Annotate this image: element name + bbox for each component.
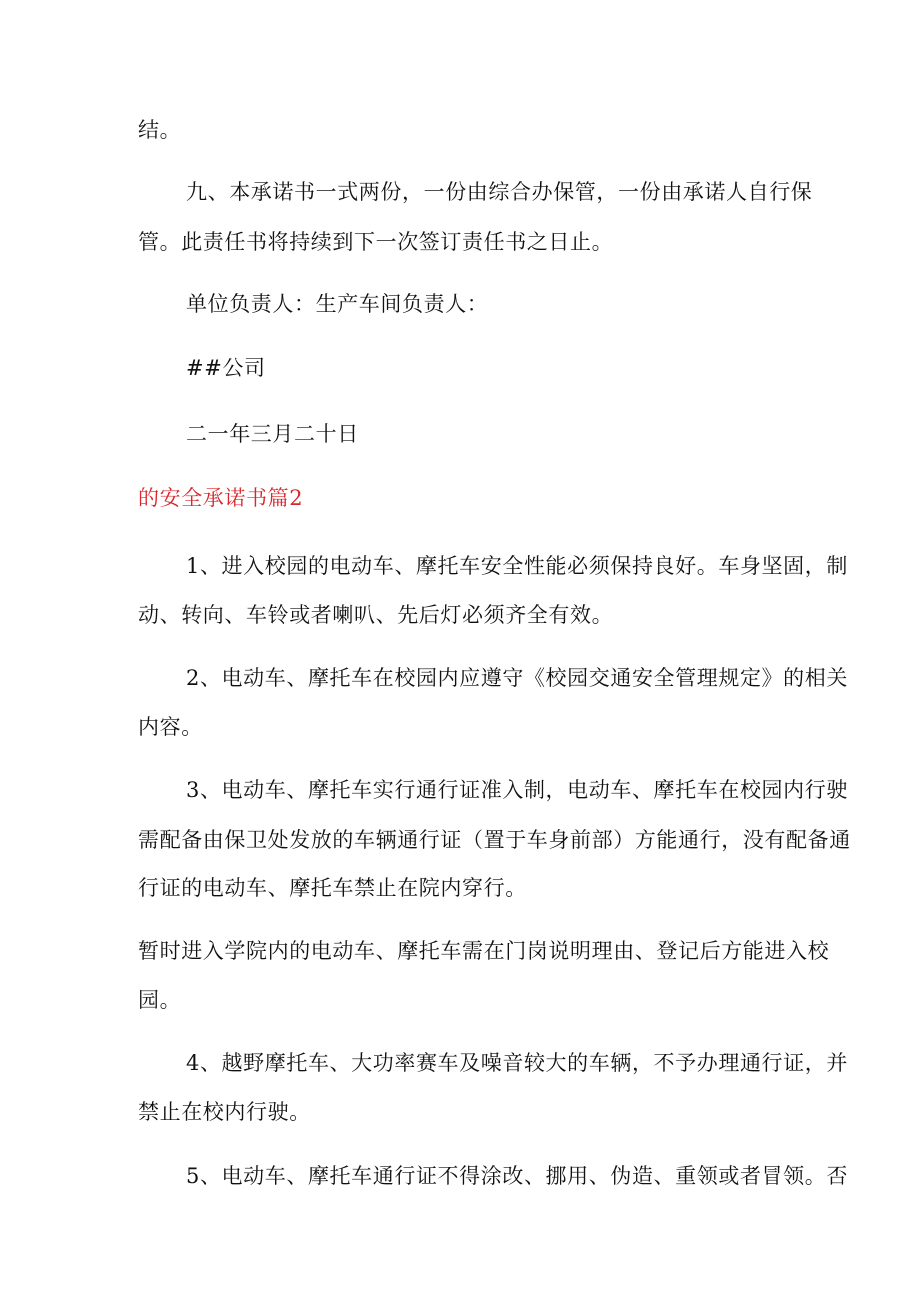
paragraph-nine-line-2: 管。此责任书将持续到下一次签订责任书之日止。 xyxy=(138,230,614,254)
temporary-entry-line-1: 暂时进入学院内的电动车、摩托车需在门岗说明理由、登记后方能进入校 xyxy=(138,939,830,963)
text-line-end-of-clause: 结。 xyxy=(138,118,182,142)
temporary-entry-line-2: 园。 xyxy=(138,988,182,1012)
item-1-line-1: 1、进入校园的电动车、摩托车安全性能必须保持良好。车身坚固，制 xyxy=(186,554,848,578)
item-2-line-2: 内容。 xyxy=(138,715,203,739)
item-5-line-1: 5、电动车、摩托车通行证不得涂改、挪用、伪造、重领或者冒领。否 xyxy=(186,1164,848,1188)
signature-company: ##公司 xyxy=(186,356,266,380)
section-heading: 的安全承诺书篇2 xyxy=(138,486,304,510)
item-3-line-2: 需配备由保卫处发放的车辆通行证（置于车身前部）方能通行，没有配备通 xyxy=(138,828,851,852)
item-3-line-3: 行证的电动车、摩托车禁止在院内穿行。 xyxy=(138,876,527,900)
item-2-line-1: 2、电动车、摩托车在校园内应遵守《校园交通安全管理规定》的相关 xyxy=(186,666,848,690)
item-4-line-2: 禁止在校内行驶。 xyxy=(138,1100,311,1124)
signature-responsible-persons: 单位负责人：生产车间负责人： xyxy=(186,292,489,316)
item-4-line-1: 4、越野摩托车、大功率赛车及噪音较大的车辆，不予办理通行证，并 xyxy=(186,1051,848,1075)
paragraph-nine-line-1: 九、本承诺书一式两份，一份由综合办保管，一份由承诺人自行保 xyxy=(186,180,813,204)
signature-date: 二一年三月二十日 xyxy=(186,422,359,446)
item-1-line-2: 动、转向、车铃或者喇叭、先后灯必须齐全有效。 xyxy=(138,603,614,627)
item-3-line-1: 3、电动车、摩托车实行通行证准入制，电动车、摩托车在校园内行驶 xyxy=(186,778,848,802)
